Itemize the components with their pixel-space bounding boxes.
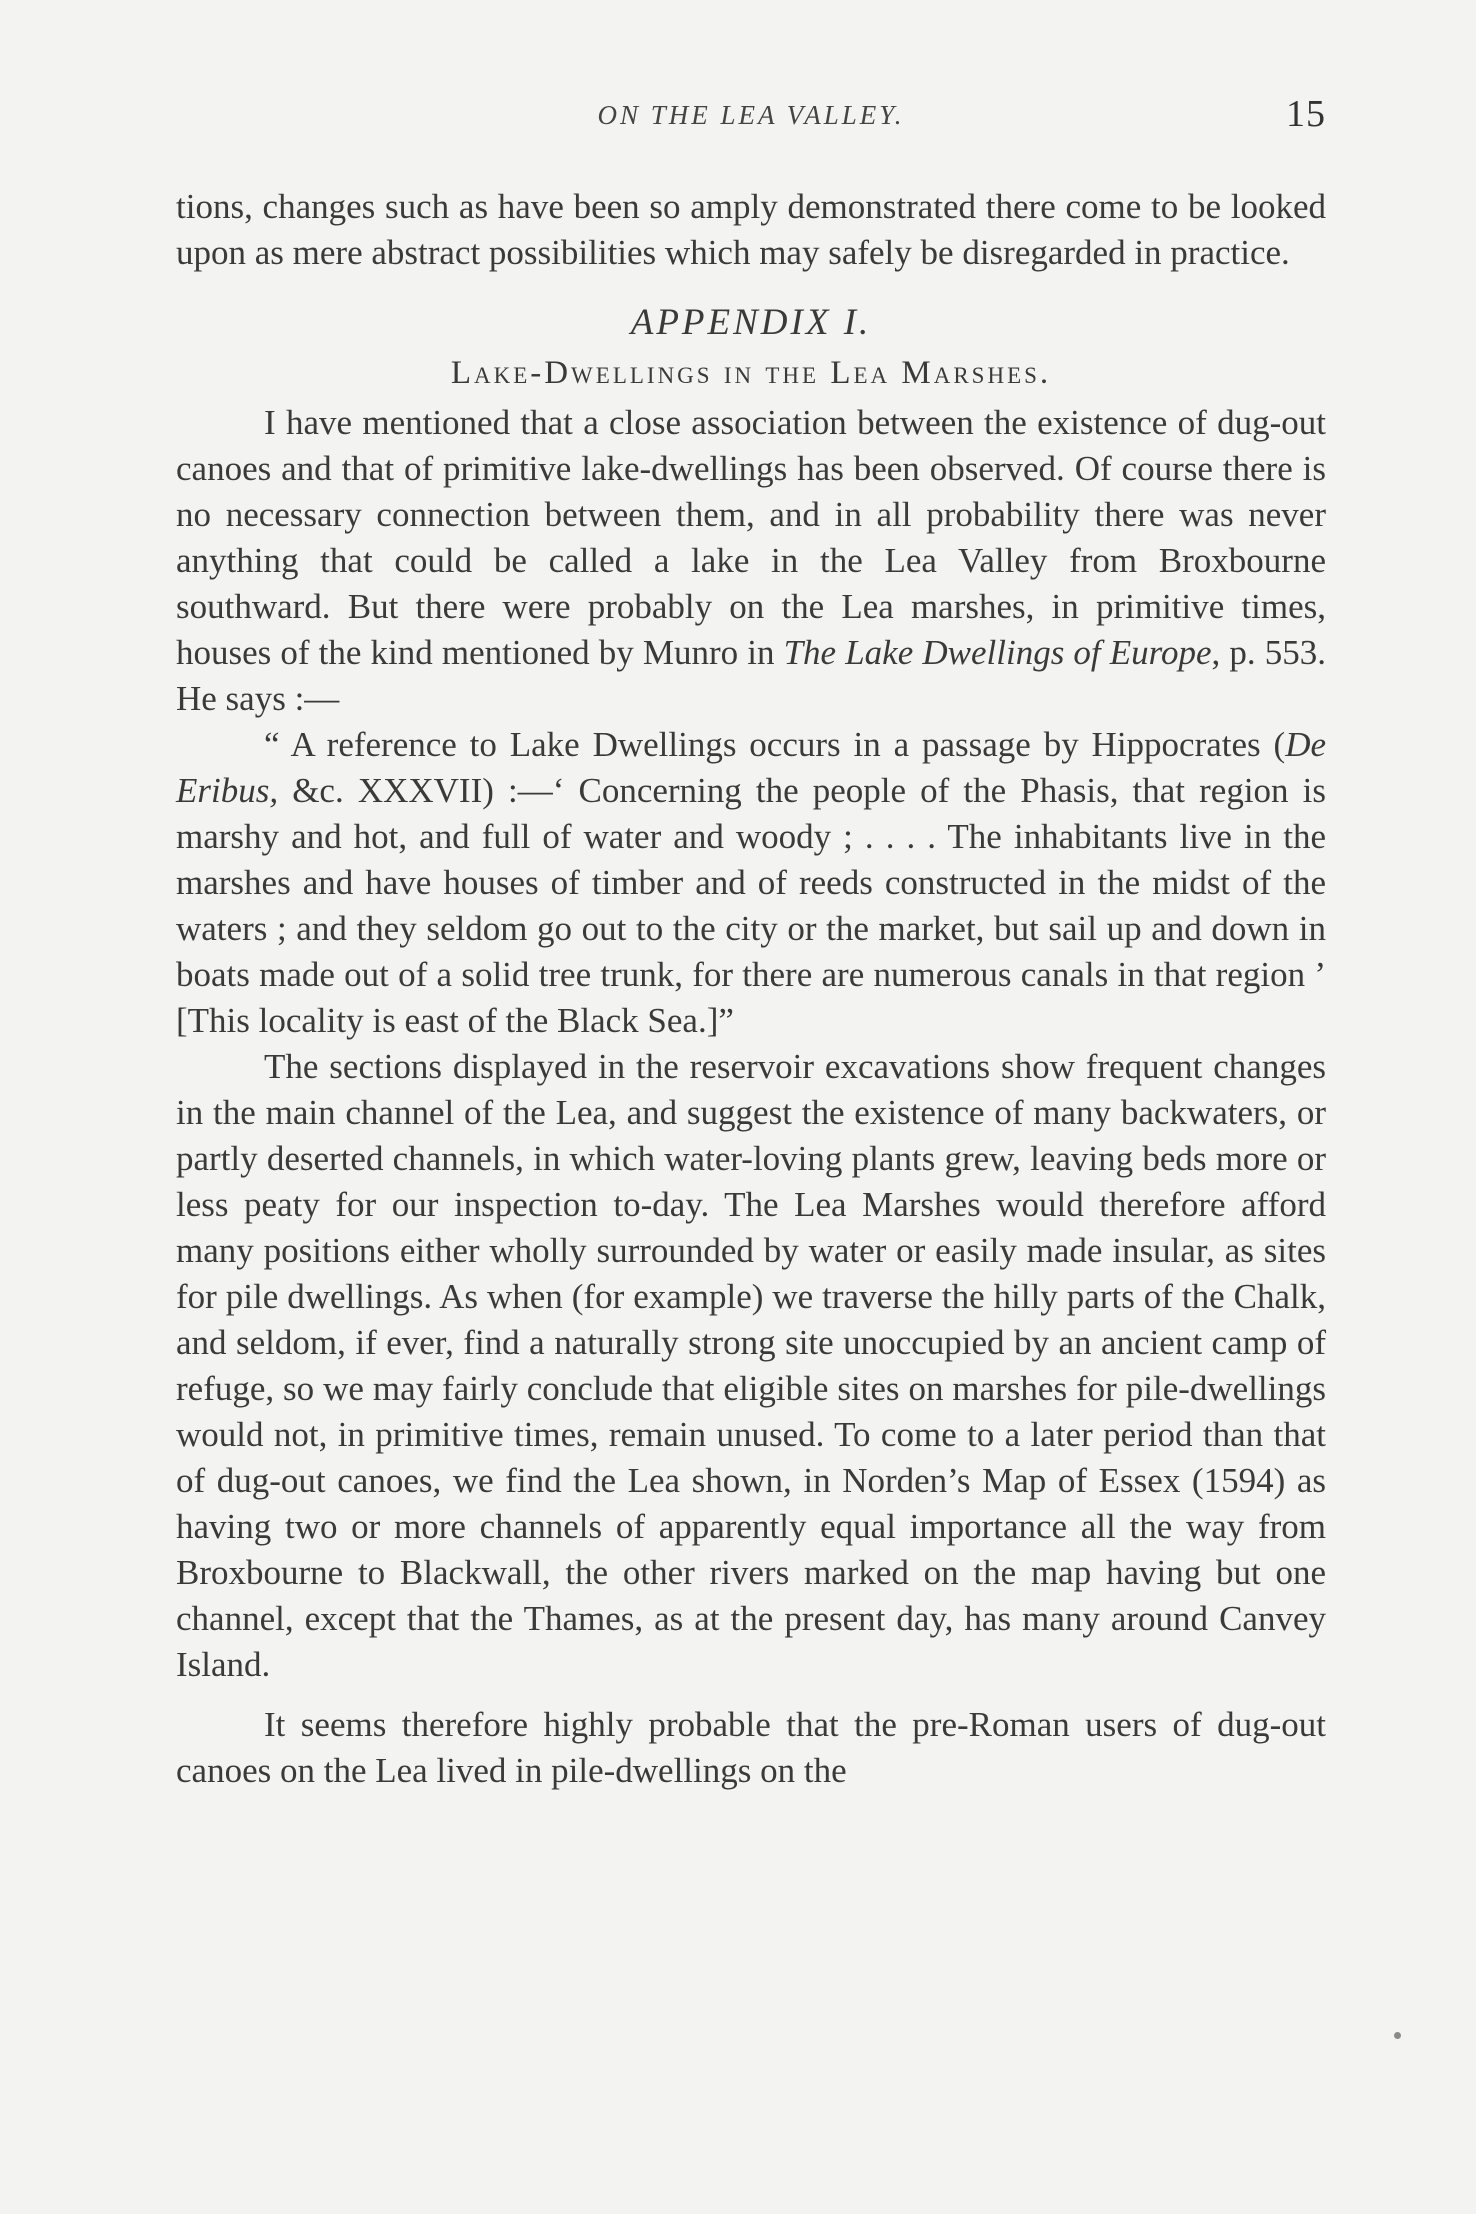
paragraph-conclusion: It seems therefore highly probable that the pre-Roman users of dug-out canoes on the Lea lived in pile-dwellings on the (176, 1705, 1326, 1790)
paragraph-quotation (176, 722, 1326, 1044)
body-text (176, 184, 1326, 1794)
paragraph-lake-dwellings (176, 400, 1326, 722)
page-number: 15 (1286, 93, 1326, 135)
paragraph-sections: The sections displayed in the reservoir excavations show frequent changes in the main channel of the Lea, and suggest the existence of many backwaters, or partly deserted channels, in which water-loving plants grew, leaving beds more or less peaty for our inspection to-day. The Lea Marshes would therefore afford many positions either wholly surrounded by water or easily made insular, as sites for pile dwellings. As when (for example) we traverse the hilly parts of the Chalk, and seldom, if ever, find a naturally strong site unoccupied by an ancient camp of refuge, so we may fairly conclude that eligible sites on marshes for pile-dwellings would not, in primitive times, remain unused. To come to a later period than that of dug-out canoes, we find the Lea shown, in Norden’s Map of Essex (1594) as having two or more channels of apparently equal importance all the way from Broxbourne to Blackwall, the other rivers marked on the map having but one channel, except that the Thames, as at the present day, has many around Canvey Island. (176, 1047, 1326, 1684)
paragraph-text: &c. XXXVII) :—‘ Concerning the people of the Phasis, that region is marshy and hot, and full of water and woody ; . . . . The inhabitants live in the marshes and have houses of timber and of reeds constructed in the midst of the waters ; and they seldom go out to the city or the market, but sail up and down in boats made out of a solid tree trunk, for there are numerous canals in that region ’ [This locality is east of the Black Sea.]” (176, 771, 1326, 1040)
paragraph-continued: tions, changes such as have been so amply demonstrated there come to be looked upon as mere abstract possibilities which may safely be disregarded in practice. (176, 187, 1326, 272)
paragraph-text: , p. 553. He says :— (176, 633, 1326, 718)
paragraph-text: I have mentioned that a close association between the existence of dug-out canoes and that of primitive lake-dwellings has been observed. Of course there is no necessary connection between them, and in all probability there was never anything that could be called a lake in the Lea Valley from Broxbourne southward. But there were probably on the Lea marshes, in primitive times, houses of the kind mentioned by Munro in (176, 403, 1326, 672)
book-title: The Lake Dwellings of Europe (783, 633, 1212, 672)
work-title: De Eribus, (176, 725, 1326, 810)
ink-spot (1394, 2032, 1401, 2039)
running-head (176, 92, 1326, 152)
appendix-subtitle: Lake-Dwellings in the Lea Marshes. (450, 355, 1052, 391)
appendix-title: APPENDIX I. (630, 302, 872, 343)
paragraph-text: “ A reference to Lake Dwellings occurs in a passage by Hippocrates ( (264, 725, 1286, 764)
running-title: ON THE LEA VALLEY. (597, 100, 905, 130)
